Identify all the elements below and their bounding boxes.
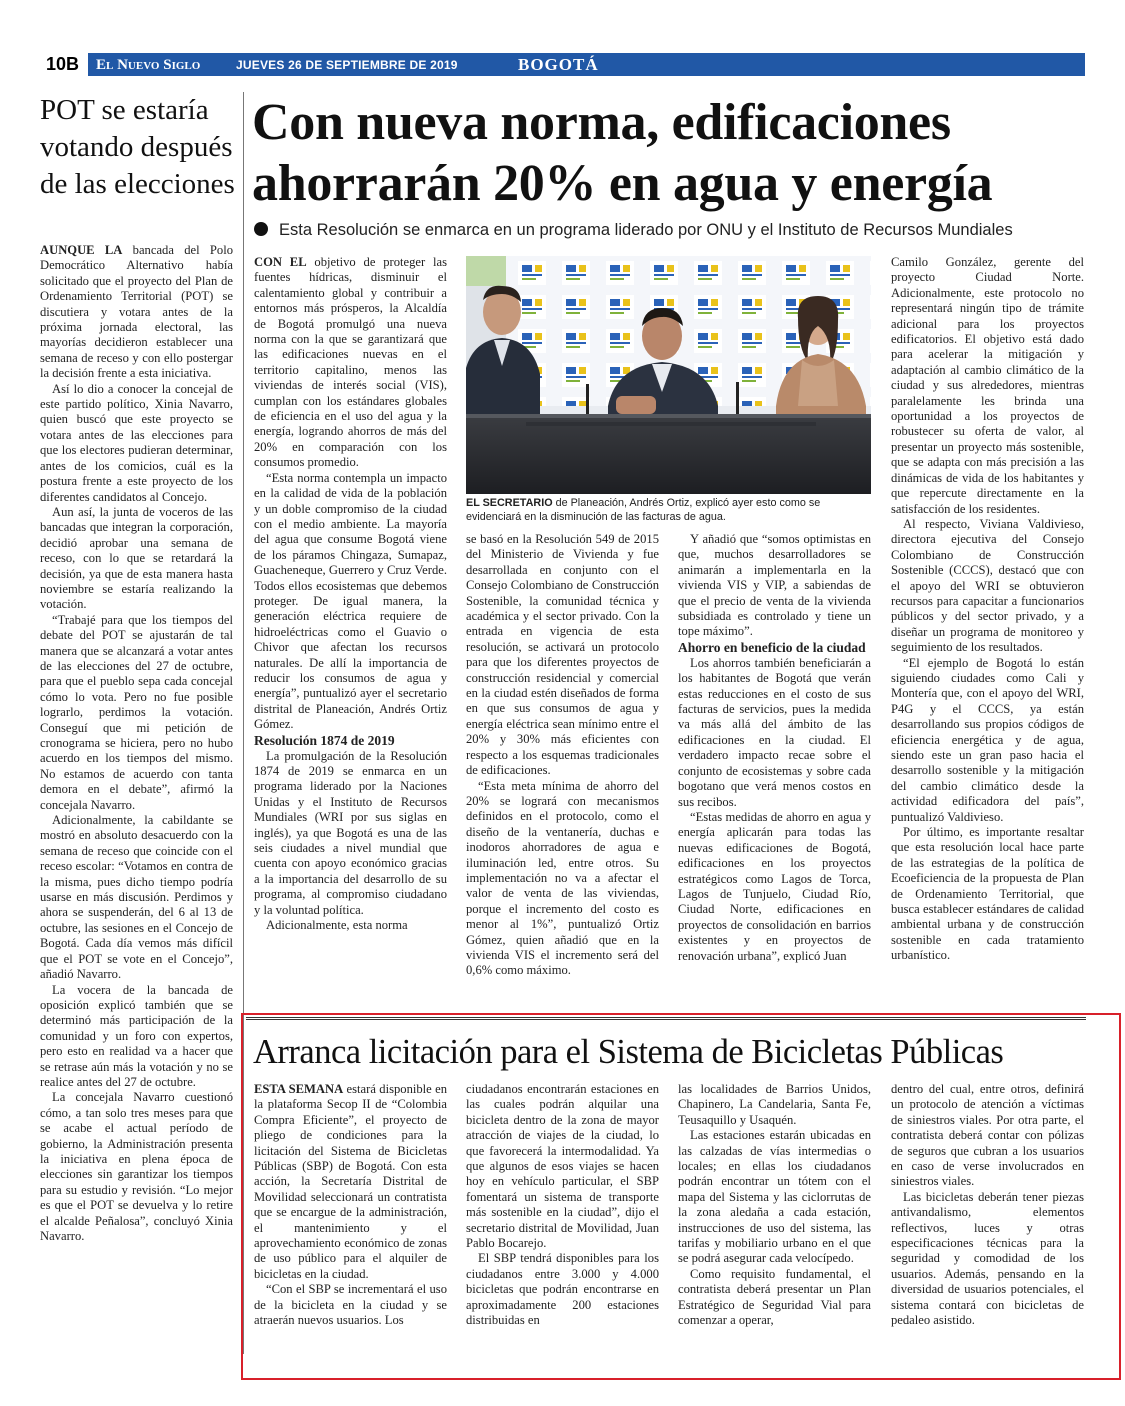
main-headline: Con nueva norma, edificaciones ahorrarán 20% en agua y energía — [252, 94, 993, 212]
side-story-paragraph: Adicionalmente, la cabildante se mostró en absoluto desacuerdo con la semana de receso que coincide con el receso escolar: “Votamos en contra de la misma, pues dicho tiempo podría usarse en más discusión. Perdimos y ahora se suspenderán, del 6 al 13 de octubre, las sesiones en el Concejo de Bogotá. Cada día vemos más difícil que el POT se vote en el Concejo”, añadió Navarro. — [40, 813, 233, 982]
press-photo — [466, 256, 871, 494]
brand-name: El Nuevo Siglo — [96, 57, 201, 73]
bike-story-paragraph: Las estaciones estarán ubicadas en las calzadas de vías intermedias o locales; en ellas los ciudadanos podrán encontrar un tótem con el mapa del Sistema y las ciclorrutas de la zona aledaña a cada estación, instrucciones de uso del sistema, las tarifas y mobiliario urbano en el que se podrá asegurar cada velocípedo. — [678, 1128, 871, 1266]
main-story-subhead: Resolución 1874 de 2019 — [254, 732, 395, 748]
main-story-paragraph: Los ahorros también beneficiarán a los habitantes de Bogotá que verán estas reducciones en el costo de sus facturas de servicios, pues la medida va más allá del ámbito de las edificaciones en la ciudad. El verdadero impacto recae sobre el conjunto de ecosistemas y sobre cada bogotano que verá menos costos en sus recibos. — [678, 655, 871, 809]
main-story-col-1 — [254, 255, 447, 933]
photo-caption-lead: EL SECRETARIO — [466, 497, 553, 509]
side-story-paragraph: La concejala Navarro cuestionó cómo, a tan solo tres meses para que se acabe el actual período de gobierno, la Administración presenta la iniciativa en plena época de elecciones sin garantizar los tiempos para su estudio y revisión. “Lo mejor es que el POT se devuelva y lo retire el alcalde Peñalosa”, concluyó Xinia Navarro. — [40, 1090, 233, 1243]
bike-story-paragraph: Las bicicletas deberán tener piezas antivandalismo, elementos reflectivos, luces y otras especificaciones técnicas para la seguridad y comodidad de los usuarios. Además, pensando en la diversidad de usuarios potenciales, el sistema contará con bicicletas de pedaleo asistido. — [891, 1189, 1084, 1328]
main-story-paragraph: objetivo de proteger las fuentes hídricas, disminuir el calentamiento global y contribuir a entornos más prósperos, la Alcaldía de Bogotá promulgó una nueva norma con la que se garantizará que las edificaciones nuevas en el territorio capitalino, menos las viviendas de interés social (VIS), cumplan con los estándares globales de eficiencia en el uso del agua y la energía, logrando ahorros de más del 20% en comparación con los consumos promedio. — [254, 255, 447, 470]
side-story-paragraph: La vocera de la bancada de oposición explicó también que se determinó más participación de la comunidad y un foro con expertos, pero esto en realidad va a hacer que se retrase aún más la votación y no se realice antes del 27 de octubre. — [40, 982, 233, 1089]
bike-story-paragraph: las localidades de Barrios Unidos, Chapinero, La Candelaria, Santa Fe, Teusaquillo y Usaquén. — [678, 1082, 871, 1127]
main-story-paragraph: Por último, es importante resaltar que esta resolución local hace parte de las estrategias de la política de Ecoeficiencia de la propuesta de Plan de Ordenamiento Territorial, que busca establecer estándares de calidad ambiental urbana y de construcción sostenible en cada tratamiento urbanístico. — [891, 825, 1084, 963]
bike-story-paragraph: ciudadanos encontrarán estaciones en las cuales podrán alquilar una bicicleta dentro de la zona de mayor atracción de viajes de la ciudad, lo que favorecerá la intermodalidad. Ya que algunos de esos viajes se hacen hoy en vehículo particular, el SBP fomentará un sistema de transporte más sostenible en la ciudad”, dijo el secretario distrital de Movilidad, Juan Pablo Bocarejo. — [466, 1082, 659, 1251]
main-dek-text: Esta Resolución se enmarca en un programa liderado por ONU y el Instituto de Recursos Mundiales — [279, 221, 1013, 239]
main-story-paragraph: Camilo González, gerente del proyecto Ciudad Norte. Adicionalmente, este protocolo no representará ningún tipo de trámite adicional para los proyectos edificatorios. El objetivo está dado para acelerar la mitigación y adaptación al cambio climático de la ciudad y sus alrededores, mientras paralelamente les brinda una oportunidad a los proyectos de robustecer su oferta de valor, al presentar un proyecto más sostenible, que se adapta con más precisión a las dinámicas de vida de los habitantes y que repercute directamente en la satisfacción de los residentes. — [891, 255, 1084, 516]
bike-story-headline: Arranca licitación para el Sistema de Bicicletas Públicas — [253, 1033, 1004, 1071]
press-photo-illustration — [466, 256, 871, 494]
edition-date: JUEVES 26 DE SEPTIEMBRE DE 2019 — [236, 58, 458, 72]
main-story-paragraph: Y añadió que “somos optimistas en que, muchos desarrolladores se animarán a implementarla en la vivienda VIS y VIP, a sabiendas de que el precio de venta de la vivienda subsidiada es controlado y tiene un tope máximo”. — [678, 532, 871, 639]
side-story-title: POT se estaría votando después de las elecciones — [40, 94, 235, 200]
bike-story-lead-in: ESTA SEMANA — [254, 1082, 344, 1096]
side-story-lead-in: AUNQUE LA — [40, 243, 123, 257]
main-story-lead-in: CON EL — [254, 255, 307, 269]
main-story-col-2 — [466, 532, 659, 979]
main-story-col-4 — [891, 255, 1084, 964]
main-story-paragraph: “Esta norma contempla un impacto en la calidad de vida de la población y un doble compromiso de la ciudad con el medio ambiente. La mayoría del agua que consume Bogotá viene de los páramos Chingaza, Sumapaz, Guacheneque, Guerrero y Cruz Verde. Todos ellos ecosistemas que debemos proteger. De igual manera, la generación eléctrica requiere de hidroeléctricas como el Guavio o Chivor que afectan los recursos naturales. De allí la importancia de reducir los consumos de agua y energía”, puntualizó ayer el secretario distrital de Planeación, Andrés Ortiz Gómez. — [254, 470, 447, 732]
main-story-paragraph: se basó en la Resolución 549 de 2015 del Ministerio de Vivienda y fue desarrollada en conjunto con el Consejo Colombiano de Construcción Sostenible, la comunidad técnica y académica y el sector privado. Con la entrada en vigencia de esta resolución, se activará un protocolo para que los diferentes proyectos de construcción residencial y comercial en la ciudad estén diseñados de forma en que sus consumos de agua y energía eléctrica sean mínimo entre el 20% y 30% más eficientes con respecto a los esquemas tradicionales de edificaciones. — [466, 532, 659, 778]
main-story-paragraph: “El ejemplo de Bogotá lo están siguiendo ciudades como Cali y Montería que, con el apoyo del WRI, P4G y el CCCS, ya están desarrollando sus propios códigos de eficiencia energética y de agua, siendo este un gran paso hacia el desarrollo sostenible y la mitigación del cambio climático desde la actividad edificadora del país”, puntualizó Valdivieso. — [891, 655, 1084, 824]
side-story-paragraph: Así lo dio a conocer la concejal de este partido político, Xinia Navarro, quien buscó que este proyecto se votara antes de las elecciones para que los electores pudieran determinar, antes de los comicios, cuál es la postura frente a este proyecto de los diferentes candidatos al Concejo. — [40, 381, 233, 504]
bike-story-paragraph: estará disponible en la plataforma Secop II de “Colombia Compra Eficiente”, el proyecto de pliego de condiciones para la licitación del Sistema de Bicicletas Públicas (SBP) de Bogotá. Con esta acción, la Secretaría Distrital de Movilidad seleccionará un contratista que se encargue de la administración, el mantenimiento y el aprovechamiento económico de zonas de uso público para el alquiler de bicicletas en la ciudad. — [254, 1082, 447, 1281]
main-dek — [254, 219, 1084, 241]
main-story-paragraph: “Esta meta mínima de ahorro del 20% se logrará con mecanismos definidos en el protocolo, como el diseño de la ventanería, duchas e inodoros ahorradores de agua e iluminación led, entre otros. Su implementación no va a afectar el valor de venta de las viviendas, porque el incremento del costo es menor al 1%”, puntualizó Ortiz Gómez, quien añadió que en la vivienda VIS el incremento será del 0,6% como máximo. — [466, 778, 659, 978]
bike-story-paragraph: dentro del cual, entre otros, definirá un protocolo de atención a víctimas de siniestros viales. Por otra parte, el contratista deberá contar con pólizas de seguros que cubran a los usuarios en caso de verse involucrados en siniestros viales. — [891, 1082, 1084, 1189]
section-title: BOGOTÁ — [518, 55, 599, 74]
bike-story-col-2 — [466, 1082, 659, 1329]
main-story-col-3 — [678, 532, 871, 964]
bike-story-paragraph: “Con el SBP se incrementará el uso de la bicicleta en la ciudad y se atraerán nuevos usuarios. Los — [254, 1282, 447, 1328]
main-story-paragraph: La promulgación de la Resolución 1874 de 2019 se enmarca en un programa liderado por la Naciones Unidas y el Instituto de Recursos Mundiales (WRI por sus siglas en inglés), ya que Bogotá es una de las seis ciudades a nivel mundial que cuenta con apoyo económico gracias a la importancia del desarrollo de su programa, al compromiso ciudadano y la voluntad política. — [254, 748, 447, 917]
side-story-paragraph: bancada del Polo Democrático Alternativo había solicitado que el proyecto del Plan de Ordenamiento Territorial (POT) se discutiera y votara antes de la próxima jornada electoral, las mayorías decidieron establecer una semana de receso y con ello postergar la decisión frente a esta iniciativa. — [40, 243, 233, 381]
bullet-icon — [254, 222, 268, 236]
bike-story-col-3 — [678, 1082, 871, 1329]
side-story-body — [40, 243, 233, 1244]
header-bar — [40, 53, 1085, 76]
side-story-paragraph: Aun así, la junta de voceros de las bancadas que integran la corporación, decidió aprobar una semana de receso, con lo que se retardará la decisión, ya que de esta manera hasta noviembre se estaría realizando la votación. — [40, 504, 233, 612]
photo-caption-text: de Planeación, Andrés Ortiz, explicó ayer esto como se evidenciará en la disminución de las facturas de agua. — [466, 497, 821, 523]
bike-story-col-4 — [891, 1082, 1084, 1329]
bike-story-paragraph: El SBP tendrá disponibles para los ciudadanos entre 3.000 y 4.000 bicicletas que podrán encontrarse en aproximadamente 200 estaciones distribuidas en — [466, 1251, 659, 1328]
bike-story-paragraph: Como requisito fundamental, el contratista deberá presentar un Plan Estratégico de Seguridad Vial para comenzar a operar, — [678, 1266, 871, 1328]
main-story-subhead: Ahorro en beneficio de la ciudad — [678, 639, 866, 655]
main-story-paragraph: Al respecto, Viviana Valdivieso, directora ejecutiva del Consejo Colombiano de Construcción Sostenible (CCCS), destacó que con el apoyo del WRI se obtuvieron recursos para capacitar a funcionarios públicos y del sector privado, y a diseñar un programa de monitoreo y seguimiento de los resultados. — [891, 516, 1084, 655]
main-story-paragraph: “Estas medidas de ahorro en agua y energía aplicarán para todas las nuevas edificaciones de Bogotá, edificaciones en los proyectos estratégicos como Lagos de Torca, Lagos de Tunjuelo, Ciudad Río, Ciudad Norte, edificaciones en proyectos de consolidación en barrios existentes y en proyectos de renovación urbana”, explicó Juan — [678, 809, 871, 963]
photo-caption — [466, 497, 871, 524]
main-story-paragraph: Adicionalmente, esta norma — [266, 918, 408, 933]
bike-story-col-1 — [254, 1082, 447, 1329]
page-number: 10B — [46, 54, 80, 74]
side-story-paragraph: “Trabajé para que los tiempos del debate del POT se ajustarán de tal manera que se alcanzará a votar antes de las elecciones del 27 de octubre, para que el pueblo sepa cada concejal cómo lo vota. Pero no fue posible lograrlo, perdimos la votación. Conseguí que mi petición de cronograma se hiciera, pero no hubo acuerdo en los tiempos del mismo. No estamos de acuerdo con tanta demora en el debate”, afirmó la concejala Navarro. — [40, 612, 233, 812]
